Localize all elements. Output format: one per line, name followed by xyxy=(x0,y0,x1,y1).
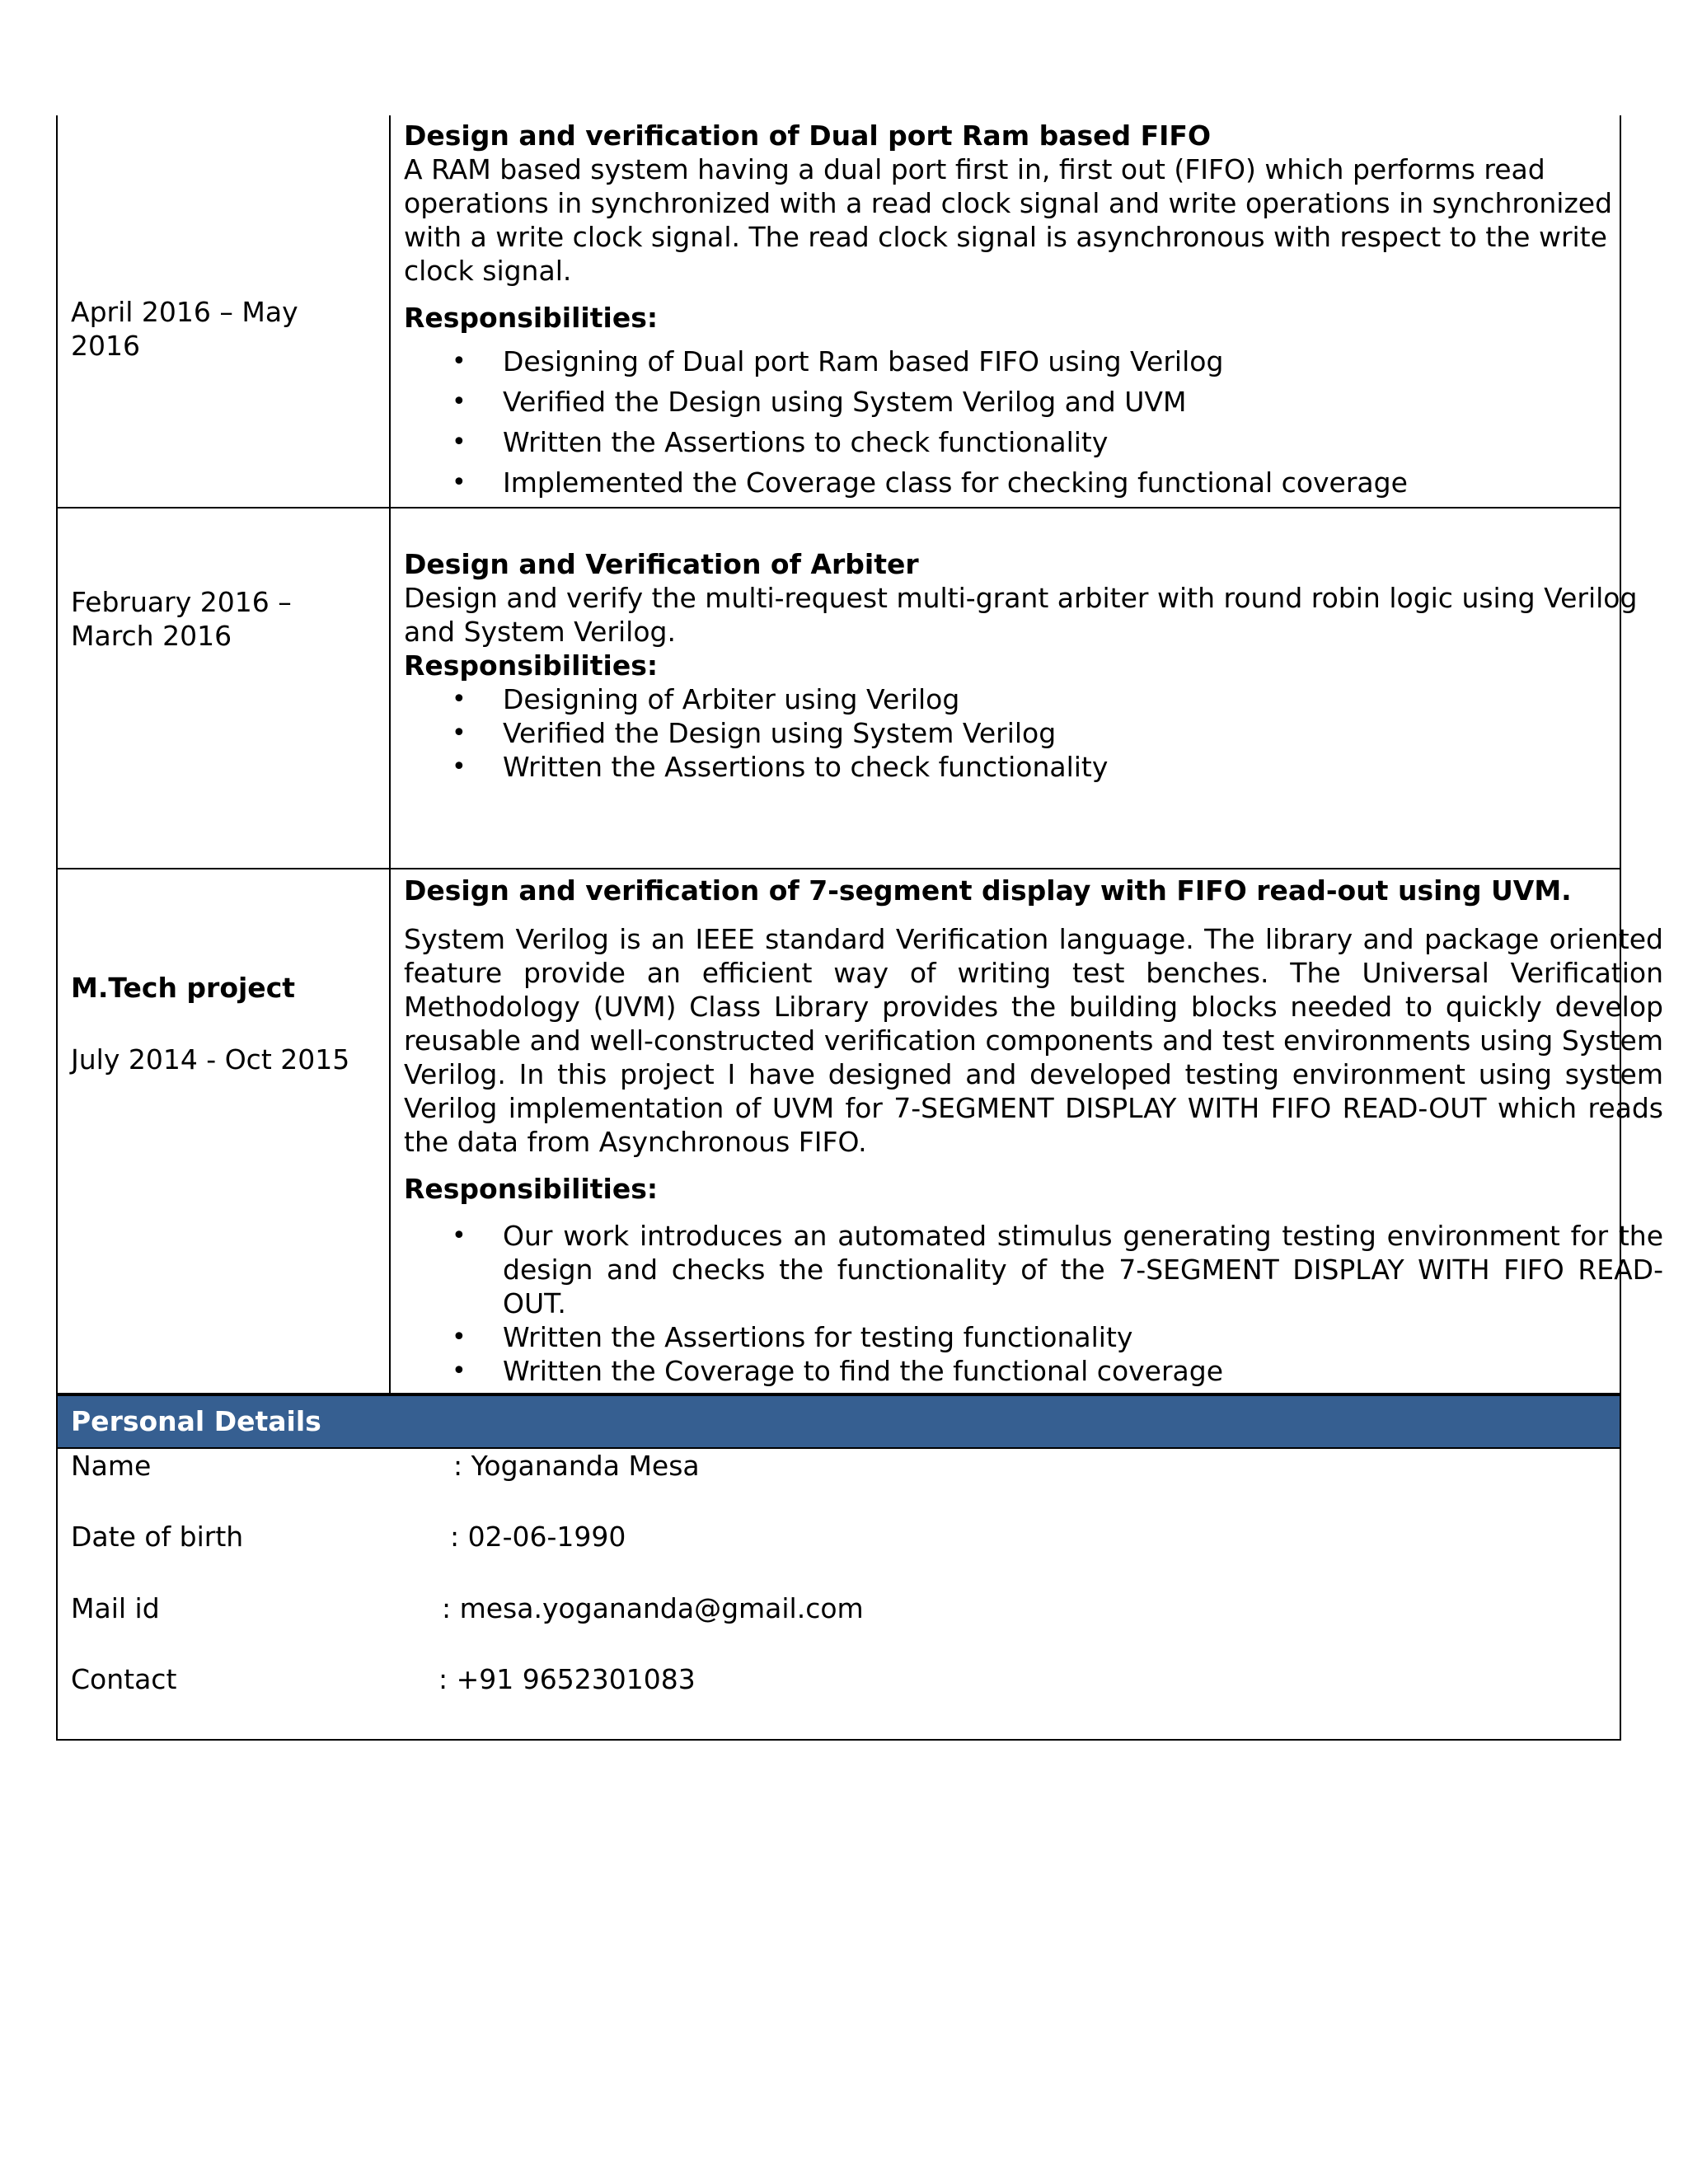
personal-details-section xyxy=(56,1394,1621,1741)
project-description: Design and verify the multi-request multi-grant arbiter with round robin logic using Verilog and System Verilog. xyxy=(404,582,1638,648)
list-item: • Our work introduces an automated stimulus generating testing environment for the design and checks the functionality of the 7-SEGMENT DISPLAY WITH FIFO READ-OUT. xyxy=(404,1219,1663,1320)
project-title: Design and Verification of Arbiter xyxy=(404,548,919,580)
list-item: • Written the Assertions for testing functionality xyxy=(404,1320,1663,1354)
list-item: • Written the Assertions to check functionality xyxy=(404,425,1663,459)
name-label: Name xyxy=(71,1450,152,1482)
list-item: • Designing of Dual port Ram based FIFO using Verilog xyxy=(404,344,1663,378)
responsibilities-list xyxy=(404,682,1663,784)
project-details xyxy=(404,874,1663,1388)
responsibilities-heading: Responsibilities: xyxy=(404,649,659,682)
list-item: • Implemented the Coverage class for checking functional coverage xyxy=(404,466,1663,499)
responsibilities-heading: Responsibilities: xyxy=(404,1173,659,1205)
list-item: • Designing of Arbiter using Verilog xyxy=(404,682,1663,716)
project-date: July 2014 - Oct 2015 xyxy=(71,1043,350,1076)
list-item: • Verified the Design using System Verilog and UVM xyxy=(404,385,1663,419)
section-header: Personal Details xyxy=(58,1396,1620,1449)
list-item: • Written the Coverage to find the functional coverage xyxy=(404,1354,1663,1388)
dob-label: Date of birth xyxy=(71,1521,244,1553)
list-item: • Written the Assertions to check functionality xyxy=(404,750,1663,784)
project-description: System Verilog is an IEEE standard Verification language. The library and package oriented feature provide an efficient way of writing test benches. The Universal Verification Methodology (UVM) Class Library provides the building blocks needed to quickly develop reusable and well-constructed verification components and test environments using System Verilog. In this project I have designed and developed testing environment using system Verilog implementation of UVM for 7-SEGMENT DISPLAY WITH FIFO READ-OUT which reads the data from Asynchronous FIFO. xyxy=(404,923,1663,1158)
responsibilities-heading: Responsibilities: xyxy=(404,302,659,334)
projects-table xyxy=(56,115,1663,1394)
responsibilities-list xyxy=(404,1219,1663,1388)
name-value: : Yogananda Mesa xyxy=(453,1450,700,1482)
responsibilities-list xyxy=(404,344,1663,499)
project-details xyxy=(404,119,1663,506)
column-divider xyxy=(389,115,391,1393)
dob-value: : 02-06-1990 xyxy=(450,1521,626,1553)
project-date: February 2016 – March 2016 xyxy=(71,586,292,652)
project-heading: M.Tech project xyxy=(71,972,296,1004)
mail-label: Mail id xyxy=(71,1592,160,1624)
project-title: Design and verification of 7-segment display with FIFO read-out using UVM. xyxy=(404,874,1572,907)
mail-value: : mesa.yogananda@gmail.com xyxy=(442,1592,864,1624)
project-details xyxy=(404,547,1663,784)
row-divider xyxy=(58,507,1620,509)
list-item: • Verified the Design using System Verilog xyxy=(404,716,1663,750)
contact-label: Contact xyxy=(71,1663,177,1695)
project-date: April 2016 – May 2016 xyxy=(71,296,298,362)
project-description: A RAM based system having a dual port first in, first out (FIFO) which performs read operations in synchronized with a read clock signal and write operations in synchronized with a write clock signal. The read clock signal is asynchronous with respect to the write clock signal. xyxy=(404,153,1613,287)
contact-value: : +91 9652301083 xyxy=(438,1663,696,1695)
project-title: Design and verification of Dual port Ram based FIFO xyxy=(404,120,1212,152)
row-divider xyxy=(58,868,1620,869)
